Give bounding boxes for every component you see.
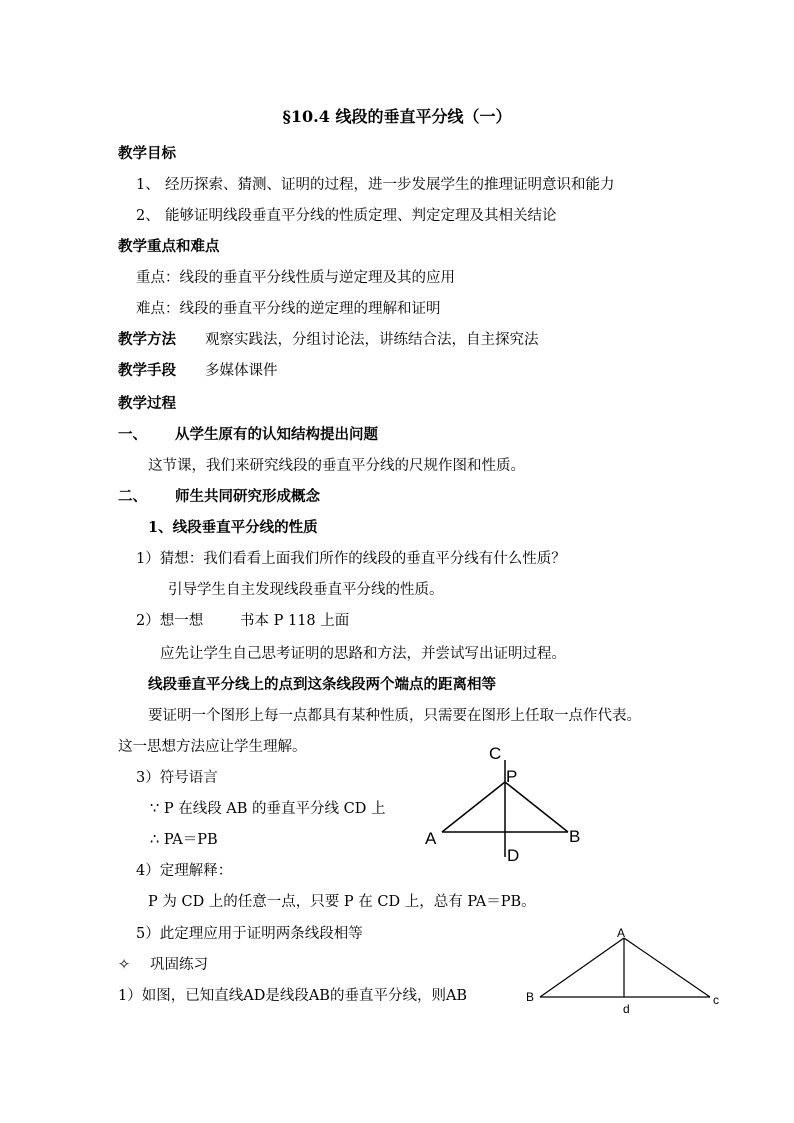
explain-text: P 为 CD 上的任意一点，只要 P 在 CD 上，总有 PA＝PB。: [148, 894, 536, 910]
prove-line-1: 要证明一个图形上每一点都具有某种性质，只需要在图形上任取一点作代表。: [148, 708, 641, 724]
objectives-heading: 教学目标: [118, 145, 176, 162]
think-label: 2）想一想: [136, 613, 204, 629]
objective-num-2: 2、: [136, 208, 160, 224]
focus-heading: 教学重点和难点: [118, 238, 220, 255]
key-point: 重点：线段的垂直平分线性质与逆定理及其的应用: [136, 270, 455, 286]
exercise-line: 1）如图，已知直线AD是线段AB的垂直平分线，则AB: [118, 988, 468, 1004]
label-a-2: A: [617, 926, 626, 940]
means-label: 教学手段: [118, 362, 176, 379]
process-heading: 教学过程: [118, 395, 176, 412]
objective-num-1: 1、: [136, 177, 160, 193]
label-c: C: [489, 744, 502, 763]
label-d-2: d: [623, 1002, 630, 1016]
label-p: P: [506, 767, 518, 786]
symbol-line-1: ∵ P 在线段 AB 的垂直平分线 CD 上: [150, 801, 386, 817]
segment-ba: [540, 938, 624, 997]
think-ref: 书本 P 118 上面: [240, 613, 350, 629]
methods-label: 教学方法: [118, 331, 176, 348]
apply-line: 5）此定理应用于证明两条线段相等: [136, 926, 363, 942]
page-title: §10.4 线段的垂直平分线（一）: [282, 107, 512, 126]
part1-num: 一、: [118, 426, 147, 443]
part2-num: 二、: [118, 488, 147, 505]
symbol-heading: 3）符号语言: [136, 770, 218, 786]
methods-text: 观察实践法，分组讨论法，讲练结合法，自主探究法: [205, 332, 539, 348]
explain-heading: 4）定理解释：: [136, 863, 233, 879]
label-d: D: [507, 846, 520, 865]
means-text: 多媒体课件: [205, 363, 278, 379]
practice-heading: 巩固练习: [150, 957, 208, 973]
label-c-2: c: [713, 993, 719, 1007]
objective-text-1: 经历探索、猜测、证明的过程，进一步发展学生的推理证明意识和能力: [165, 177, 615, 193]
guide-line: 引导学生自主发现线段垂直平分线的性质。: [168, 582, 444, 598]
guess-line: 1）猜想：我们看看上面我们所作的线段的垂直平分线有什么性质？: [136, 551, 566, 567]
figure-perpendicular-bisector: [420, 740, 590, 870]
difficulty-point: 难点：线段的垂直平分线的逆定理的理解和证明: [136, 301, 441, 317]
figure-exercise-triangle: [520, 920, 730, 1020]
practice-icon: ✧: [118, 957, 131, 973]
segment-pa: [442, 782, 505, 832]
sub1-heading: 1、线段垂直平分线的性质: [148, 519, 318, 536]
part2-title: 师生共同研究形成概念: [175, 488, 320, 505]
part1-text: 这节课，我们来研究线段的垂直平分线的尺规作图和性质。: [148, 458, 525, 474]
segment-pb: [505, 782, 568, 832]
part1-title: 从学生原有的认知结构提出问题: [175, 426, 378, 443]
theorem-text: 线段垂直平分线上的点到这条线段两个端点的距离相等: [148, 676, 496, 693]
prove-line-2: 这一思想方法应让学生理解。: [118, 739, 307, 755]
think-detail: 应先让学生自己思考证明的思路和方法，并尝试写出证明过程。: [160, 646, 566, 662]
symbol-line-2: ∴ PA＝PB: [150, 832, 218, 848]
label-a: A: [425, 829, 437, 848]
segment-ac: [624, 938, 710, 997]
label-b: B: [569, 827, 581, 846]
label-b-2: B: [526, 990, 535, 1004]
objective-text-2: 能够证明线段垂直平分线的性质定理、判定定理及其相关结论: [165, 208, 557, 224]
